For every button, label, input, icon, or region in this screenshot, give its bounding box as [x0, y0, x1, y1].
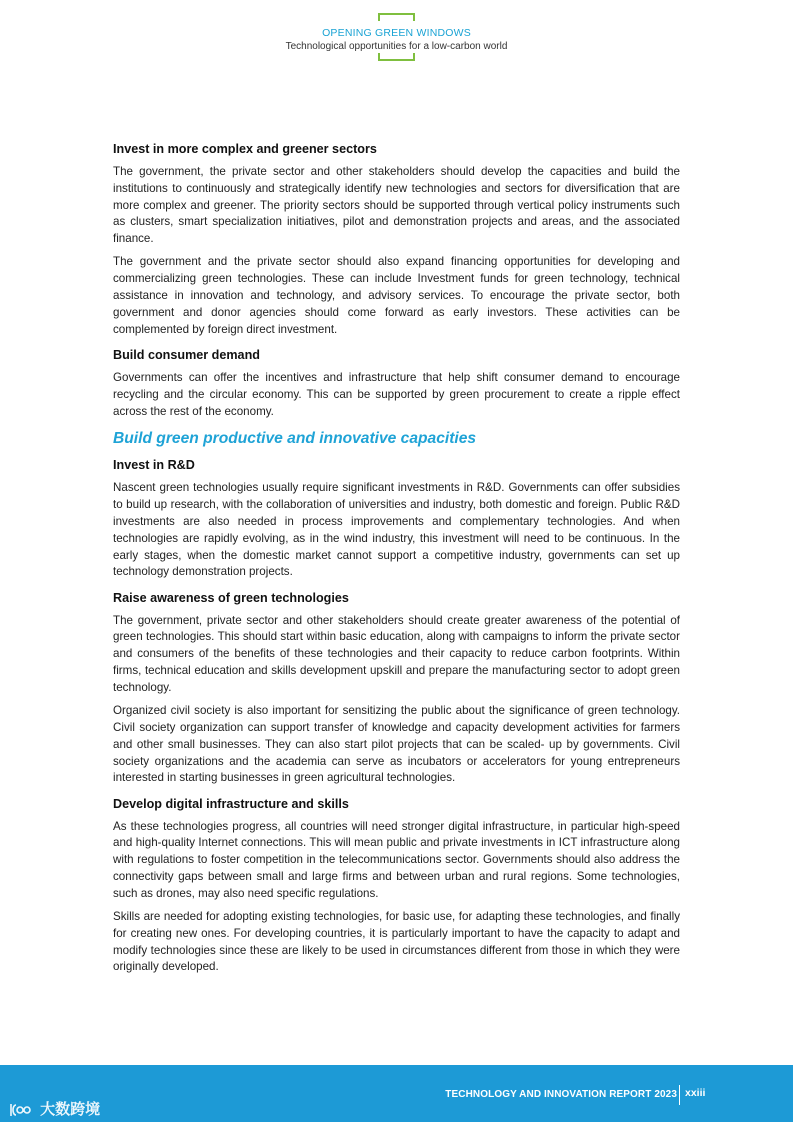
running-title: OPENING GREEN WINDOWS	[322, 27, 471, 39]
footer-divider	[679, 1085, 680, 1105]
paragraph: The government, private sector and other stakeholders should create greater awareness of the potential of green technologies. This should start within basic education, along with campaigns to inform the private sector and consumers of the benefits of these technologies and their capacity to reduce carbon footprints. Within firms, technical education and skills development upskill and prepare the manufacturing sector to adopt green technology.	[113, 613, 680, 694]
running-subtitle: Technological opportunities for a low-carbon world	[285, 41, 508, 52]
page-number: xxiii	[685, 1087, 706, 1099]
paragraph: As these technologies progress, all countries will need stronger digital infrastructure, in particular high-speed and high-quality Internet connections. This will mean public and private investments in ICT infrastructure along with regulations to foster competition in the telecommunications sector. Governments should also address the connectivity gaps between small and large firms and between urban and rural regions. Some technologies, such as drones, may also need specific regulations.	[113, 819, 680, 900]
page-header	[0, 13, 793, 63]
paragraph: The government, the private sector and other stakeholders should develop the capacities and build the institutions to continuously and strategically identify new technologies and sectors for diversification that are more complex and greener. The priority sectors should be supported through vertical policy instruments such as clusters, smart specialization initiatives, pilot and demonstration projects and areas, and the associated finance.	[113, 165, 680, 246]
watermark-logo	[8, 1098, 100, 1119]
paragraph: Governments can offer the incentives and infrastructure that help shift consumer demand to encourage recycling and the circular economy. This can be supported by green procurement to create a ripple effect across the rest of the economy.	[113, 370, 680, 418]
page-body	[113, 141, 680, 983]
heading-invest-rd: Invest in R&D	[113, 458, 195, 473]
page-footer	[0, 1065, 793, 1122]
heading-raise-awareness: Raise awareness of green technologies	[113, 590, 349, 605]
watermark-icon	[8, 1101, 36, 1119]
paragraph: Nascent green technologies usually require significant investments in R&D. Governments can offer subsidies to build up research, with the collaboration of universities and industry, both domestic and foreign. Public R&D investments are also needed in process improvements and complementary technologies. And when technologies are rapidly evolving, as in the wind industry, this investment will need to be continuous. In the early stages, when the domestic market cannot support a competitive industry, governments can set up technology demonstration projects.	[113, 481, 680, 579]
paragraph: Organized civil society is also important for sensitizing the public about the significance of green technology. Civil society organization can support transfer of knowledge and capacity development activities for farmers and other small businesses. They can also start pilot projects that can be scaled- up by governments. Civil society organizations and the academia can serve as incubators or accelerators for young entrepreneurs interested in starting businesses in green agricultural technologies.	[113, 704, 680, 785]
watermark-text: 大数跨境	[40, 1101, 101, 1118]
report-name: TECHNOLOGY AND INNOVATION REPORT 2023	[445, 1089, 677, 1100]
heading-digital-infrastructure: Develop digital infrastructure and skills	[113, 796, 349, 811]
header-bracket-bottom	[378, 53, 415, 61]
paragraph: The government and the private sector should also expand financing opportunities for developing and commercializing green technologies. These can include Investment funds for green technology, technical assistance in innovation and technology, and advisory services. To encourage the private sector, both government and donor agencies should come forward as early investors. These activities can be complemented by foreign direct investment.	[113, 255, 680, 336]
section-title: Build green productive and innovative capacities	[113, 430, 477, 448]
heading-invest-complex-sectors: Invest in more complex and greener sectors	[113, 142, 377, 156]
header-bracket-top	[378, 13, 415, 21]
heading-consumer-demand: Build consumer demand	[113, 347, 260, 362]
paragraph: Skills are needed for adopting existing technologies, for basic use, for adapting these technologies, and finally for creating new ones. For developing countries, it is particularly important to have the capacity to adapt and modify technologies since these are likely to be used in circumstances different from those in which they were originally developed.	[113, 910, 680, 974]
